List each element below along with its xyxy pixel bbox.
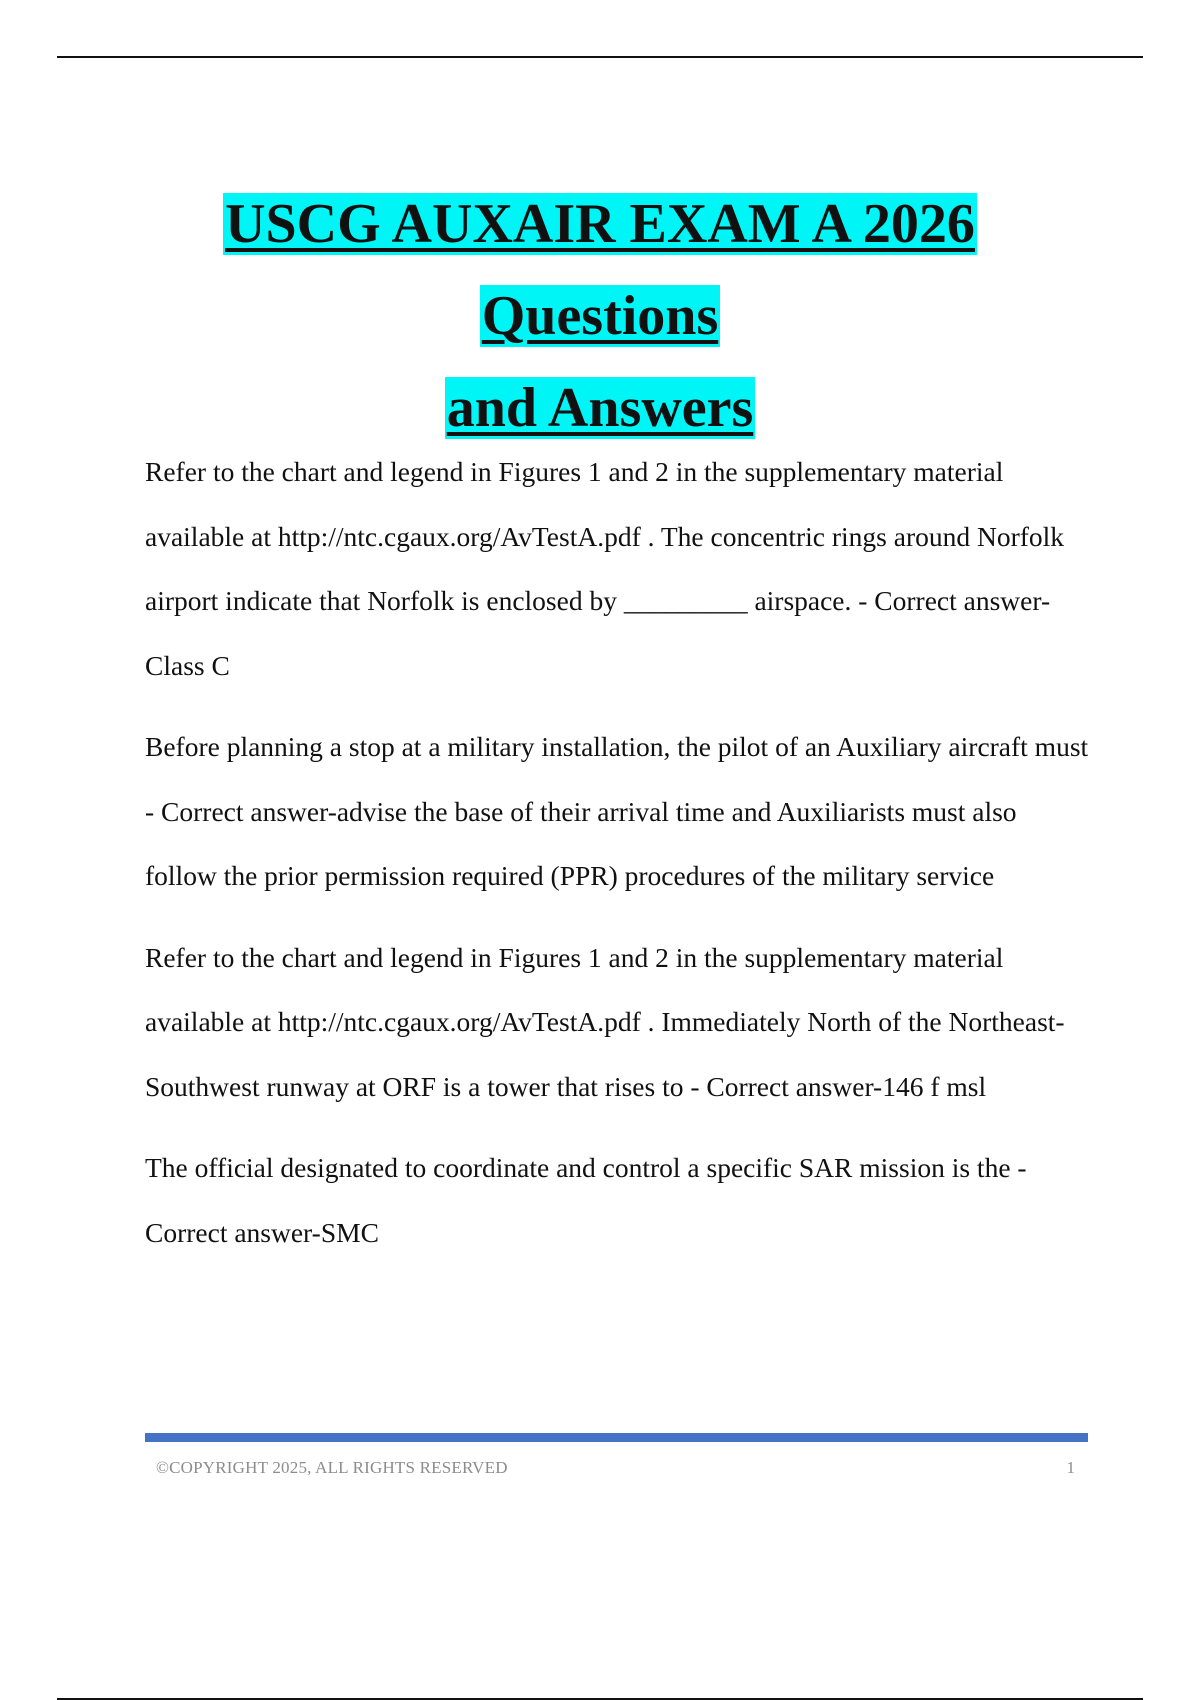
title-line-2: and Answers (446, 377, 754, 439)
question-item-1: Refer to the chart and legend in Figures 1 and 2 in the supplementary material available at http://ntc.cgaux.org/AvTestA.pdf . The concentric rings around Norfolk airport indicate that Norfolk is enclosed by _________ airspace. - Correct answer-Class C (145, 456, 1065, 681)
copyright-notice: ©COPYRIGHT 2025, ALL RIGHTS RESERVED (156, 1458, 508, 1477)
footer-divider (145, 1433, 1088, 1442)
page-number: 1 (1066, 1458, 1075, 1477)
question-item-4: The official designated to coordinate and control a specific SAR mission is the - Correct answer-SMC (145, 1152, 1027, 1248)
top-rule (57, 56, 1143, 58)
title-line-1: USCG AUXAIR EXAM A 2026 Questions (225, 193, 975, 347)
question-list (145, 440, 1090, 1282)
question-item-2: Before planning a stop at a military installation, the pilot of an Auxiliary aircraft must - Correct answer-advise the base of their arrival time and Auxiliarists must also follow the prior permission required (PPR) procedures of the military service (145, 731, 1089, 891)
question-item-3: Refer to the chart and legend in Figures 1 and 2 in the supplementary material available at http://ntc.cgaux.org/AvTestA.pdf . Immediately North of the Northeast-Southwest runway at ORF is a tower that rises to - Correct answer-146 f msl (145, 941, 1065, 1102)
document-title (100, 178, 1100, 454)
